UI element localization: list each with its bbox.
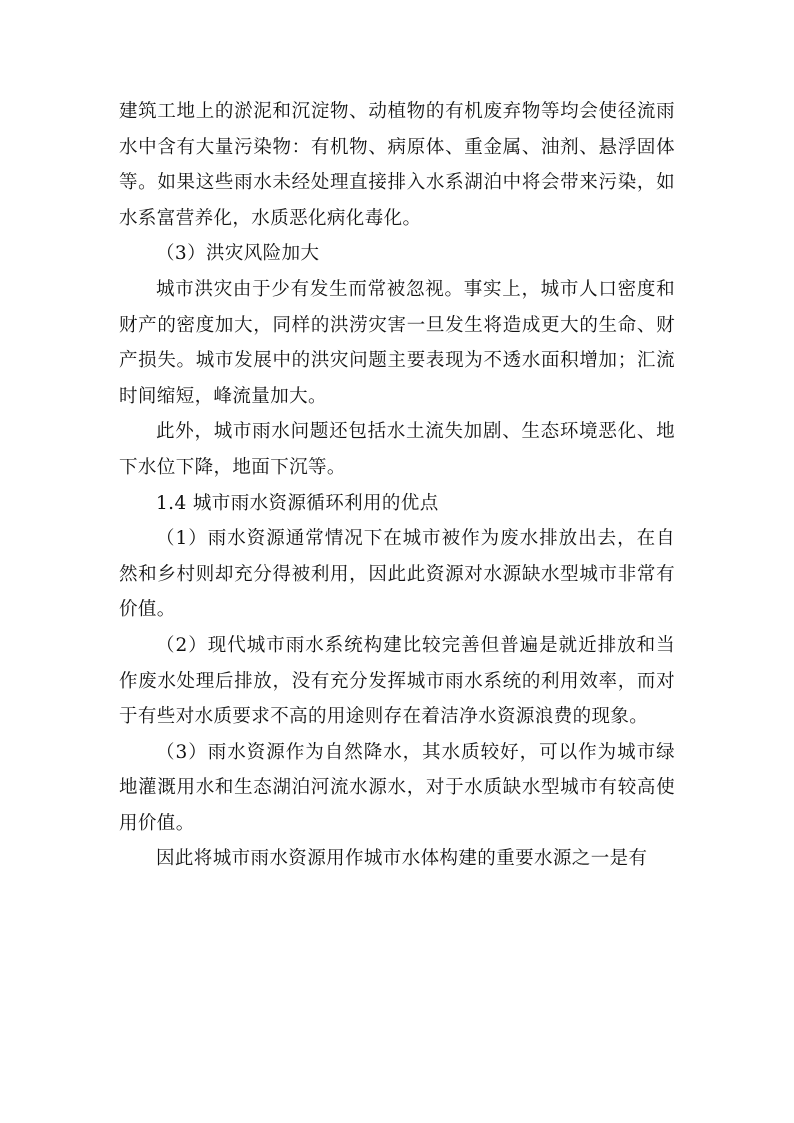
document-body: [119, 94, 675, 877]
paragraph-pollution-continued: 建筑工地上的淤泥和沉淀物、动植物的有机废弃物等均会使径流雨水中含有大量污染物：有机物、病原体、重金属、油剂、悬浮固体等。如果这些雨水未经处理直接排入水系湖泊中将会带来污染，如水系富营养化，水质恶化病化毒化。: [119, 101, 675, 229]
paragraph-advantage-3: （3）雨水资源作为自然降水，其水质较好，可以作为城市绿地灌溉用水和生态湖泊河流水源水，对于水质缺水型城市有较高使用价值。: [119, 741, 675, 834]
paragraph-other-problems: 此外，城市雨水问题还包括水土流失加剧、生态环境恶化、地下水位下降，地面下沉等。: [119, 421, 675, 478]
heading-flood-risk: （3）洪灾风险加大: [156, 243, 320, 265]
section-heading-1-4: 1.4 城市雨水资源循环利用的优点: [156, 492, 439, 514]
paragraph-advantage-2: （2）现代城市雨水系统构建比较完善但普遍是就近排放和当作废水处理后排放，没有充分发挥城市雨水系统的利用效率，而对于有些对水质要求不高的用途则存在着洁净水资源浪费的现象。: [119, 634, 675, 728]
paragraph-flood-risk: 城市洪灾由于少有发生而常被忽视。事实上，城市人口密度和财产的密度加大，同样的洪涝灾害一旦发生将造成更大的生命、财产损失。城市发展中的洪灾问题主要表现为不透水面积增加；汇流时间缩短，峰流量加大。: [119, 278, 675, 407]
paragraph-advantage-1: （1）雨水资源通常情况下在城市被作为废水排放出去，在自然和乡村则却充分得被利用，因此此资源对水源缺水型城市非常有价值。: [119, 528, 675, 621]
paragraph-conclusion-start: 因此将城市雨水资源用作城市水体构建的重要水源之一是有: [156, 848, 648, 870]
